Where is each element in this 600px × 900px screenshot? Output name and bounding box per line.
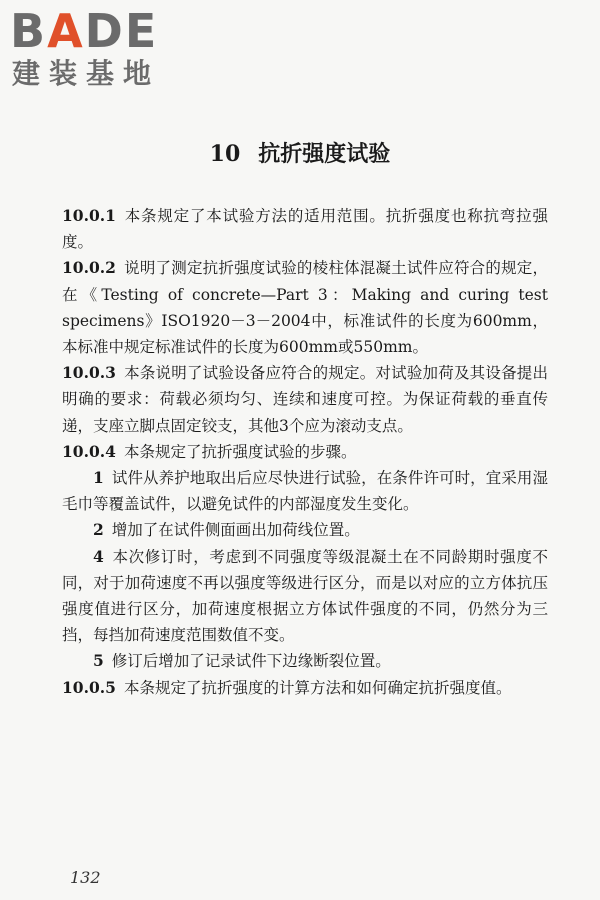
clause-text: 本条规定了抗折强度试验的步骤。 (123, 442, 357, 461)
item-number: 2 (93, 520, 104, 540)
chapter-title-text: 抗折强度试验 (258, 141, 391, 167)
page-number: 132 (70, 868, 101, 887)
item-number: 5 (93, 651, 104, 671)
chapter-number: 10 (209, 141, 241, 167)
clause-text: 本条说明了试验设备应符合的规定。对试验加荷及其设备提出明确的要求：荷载必须均匀、连续和速度可控。为保证荷载的垂直传递，支座立脚点固定铰支，其他3个应为滚动支点。 (62, 364, 548, 435)
clause-number: 10.0.3 (62, 363, 116, 383)
clause-number: 10.0.5 (62, 677, 116, 697)
item-number: 4 (93, 546, 104, 566)
item-5 (62, 648, 548, 674)
item-1 (62, 465, 548, 517)
clause-number: 10.0.1 (62, 206, 116, 225)
item-text: 本次修订时，考虑到不同强度等级混凝土在不同龄期时强度不同，对于加荷速度不再以强度等级进行区分，而是以对应的立方体抗压强度值进行区分，加荷速度根据立方体试件强度的不同，仍然分为三挡，每挡加荷速度范围数值不变。 (62, 547, 548, 645)
clause-10-0-1 (62, 203, 548, 255)
clause-10-0-5 (62, 675, 548, 701)
item-text: 修订后增加了记录试件下边缘断裂位置。 (111, 652, 391, 671)
item-number: 1 (93, 468, 104, 488)
clause-10-0-4 (62, 439, 548, 465)
item-text: 试件从养护地取出后应尽快进行试验，在条件许可时，宜采用湿毛巾等覆盖试件，以避免试件的内部湿度发生变化。 (62, 469, 548, 514)
body-text (62, 203, 548, 701)
clause-text: 说明了测定抗折强度试验的棱柱体混凝土试件应符合的规定，在《Testing of concrete—Part 3：Making and curing test specimens》ISO1920－3－2004中，标准试件的长度为600mm，本标准中规定标准试件的长度为600mm或550mm。 (62, 259, 548, 357)
clause-10-0-3 (62, 360, 548, 439)
chapter-title (0, 139, 600, 169)
logo-chinese-name: 建装基地 (12, 57, 161, 90)
bade-logo (10, 6, 180, 92)
logo-wordmark: BADE (10, 4, 159, 58)
clause-text: 本条规定了抗折强度的计算方法和如何确定抗折强度值。 (123, 678, 512, 697)
item-2 (62, 517, 548, 543)
item-text: 增加了在试件侧面画出加荷线位置。 (111, 521, 360, 540)
clause-text: 本条规定了本试验方法的适用范围。抗折强度也称抗弯拉强度。 (62, 207, 548, 252)
item-4 (62, 544, 548, 649)
clause-number: 10.0.4 (62, 441, 116, 461)
clause-number: 10.0.2 (62, 258, 116, 278)
clause-10-0-2 (62, 255, 548, 360)
